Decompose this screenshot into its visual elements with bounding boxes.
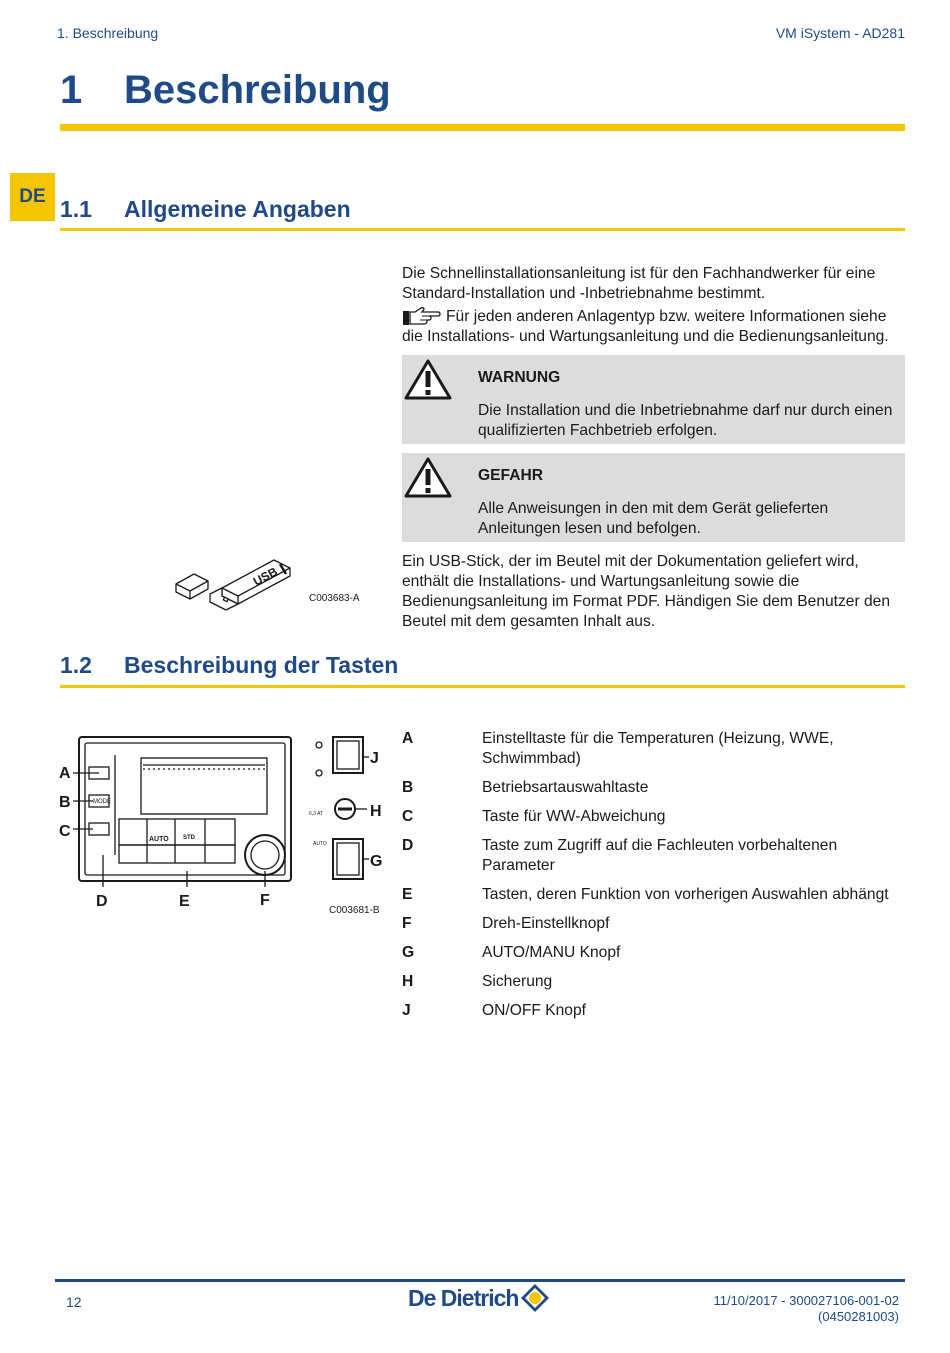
section-heading-1-2 xyxy=(60,652,398,679)
key-description-list xyxy=(402,729,907,1030)
callout-b: B xyxy=(59,794,71,811)
chapter-number: 1 xyxy=(60,68,83,112)
section-title: Beschreibung der Tasten xyxy=(124,652,399,678)
auto-switch-label: AUTO xyxy=(313,841,327,847)
callout-c: C xyxy=(59,823,71,840)
key-row xyxy=(402,1001,907,1021)
document-article-number: (0450281003) xyxy=(818,1309,899,1324)
section-heading-1-1 xyxy=(60,196,351,223)
note-text: Für jeden anderen Anlagentyp bzw. weitere Informationen siehe die Installations- und Wartungsanleitung und die Bedienungsanleitung. xyxy=(402,308,889,345)
panel-image-ref: C003681-B xyxy=(329,905,380,916)
usb-label: USB xyxy=(250,564,280,589)
danger-title: GEFAHR xyxy=(478,467,543,484)
key-description: Sicherung xyxy=(482,973,553,990)
pointing-hand-icon xyxy=(402,307,442,327)
usb-paragraph: Ein USB-Stick, der im Beutel mit der Dokumentation geliefert wird, enthält die Installations- und Wartungsanleitung sowie die Bedienungsanleitung im Format PDF. Händigen Sie dem Benutzer den Beutel mit dem gesamten Inhalt aus. xyxy=(402,553,891,630)
footer-rule xyxy=(55,1279,905,1282)
usb-image-ref: C003683-A xyxy=(309,593,360,604)
key-letter: E xyxy=(402,886,413,903)
brand-name: De Dietrich xyxy=(408,1284,519,1311)
std-label: STD xyxy=(183,835,195,841)
key-description: Einstelltaste für die Temperaturen (Heizung, WWE, Schwimmbad) xyxy=(482,730,834,767)
section-title: Allgemeine Angaben xyxy=(124,196,351,222)
key-letter: B xyxy=(402,779,414,796)
callout-f: F xyxy=(260,892,270,909)
key-description: Taste zum Zugriff auf die Fachleuten vorbehaltenen Parameter xyxy=(482,837,838,874)
callout-e: E xyxy=(179,893,190,910)
key-row xyxy=(402,914,907,934)
section-underline xyxy=(60,685,905,688)
brand-logo xyxy=(408,1283,550,1313)
auto-label: AUTO xyxy=(149,836,169,843)
section-underline xyxy=(60,228,905,231)
document-reference xyxy=(713,1293,899,1325)
callout-a: A xyxy=(59,765,71,782)
fuse-rating-label: 6,3 AT xyxy=(309,811,324,817)
danger-triangle-icon xyxy=(404,456,452,498)
key-description: Tasten, deren Funktion von vorherigen Auswahlen abhängt xyxy=(482,886,889,903)
key-row xyxy=(402,836,907,876)
key-letter: A xyxy=(402,730,414,747)
running-header-left: 1. Beschreibung xyxy=(57,25,159,41)
key-letter: C xyxy=(402,808,414,825)
key-row xyxy=(402,885,907,905)
page-number: 12 xyxy=(66,1294,82,1310)
key-row xyxy=(402,972,907,992)
chapter-title-text: Beschreibung xyxy=(124,68,391,112)
mode-label: MODE xyxy=(93,799,111,805)
key-row xyxy=(402,807,907,827)
callout-h: H xyxy=(370,803,382,820)
usb-stick-illustration xyxy=(170,548,310,618)
brand-diamond-icon xyxy=(520,1283,550,1313)
key-description: ON/OFF Knopf xyxy=(482,1002,586,1019)
callout-j: J xyxy=(370,750,379,767)
key-letter: D xyxy=(402,837,414,854)
key-row xyxy=(402,778,907,798)
document-date-number: 11/10/2017 - 300027106-001-02 xyxy=(713,1293,899,1308)
key-letter: G xyxy=(402,944,415,961)
control-panel-illustration xyxy=(55,725,395,925)
callout-d: D xyxy=(96,893,108,910)
key-letter: F xyxy=(402,915,412,932)
key-description: Dreh-Einstellknopf xyxy=(482,915,610,932)
section-number: 1.2 xyxy=(60,652,92,678)
key-description: AUTO/MANU Knopf xyxy=(482,944,621,961)
chapter-title xyxy=(60,68,391,113)
key-row xyxy=(402,729,907,769)
danger-text: Alle Anweisungen in den mit dem Gerät gelieferten Anleitungen lesen und befolgen. xyxy=(478,500,829,537)
key-letter: J xyxy=(402,1002,411,1019)
callout-g: G xyxy=(370,853,383,870)
key-description: Betriebsartauswahltaste xyxy=(482,779,649,796)
language-tab: DE xyxy=(10,173,55,221)
intro-paragraph: Die Schnellinstallationsanleitung ist für den Fachhandwerker für eine Standard-Installation und -Inbetriebnahme bestimmt. xyxy=(402,265,876,302)
chapter-underline xyxy=(60,124,905,131)
warning-triangle-icon xyxy=(404,358,452,400)
warning-title: WARNUNG xyxy=(478,369,561,386)
section-number: 1.1 xyxy=(60,196,92,222)
key-row xyxy=(402,943,907,963)
running-header-right: VM iSystem - AD281 xyxy=(775,25,905,41)
note-paragraph xyxy=(402,307,907,347)
key-description: Taste für WW-Abweichung xyxy=(482,808,666,825)
warning-text: Die Installation und die Inbetriebnahme darf nur durch einen qualifizierten Fachbetrieb erfolgen. xyxy=(478,402,893,439)
warning-box xyxy=(402,355,905,444)
danger-box xyxy=(402,453,905,542)
key-letter: H xyxy=(402,973,414,990)
